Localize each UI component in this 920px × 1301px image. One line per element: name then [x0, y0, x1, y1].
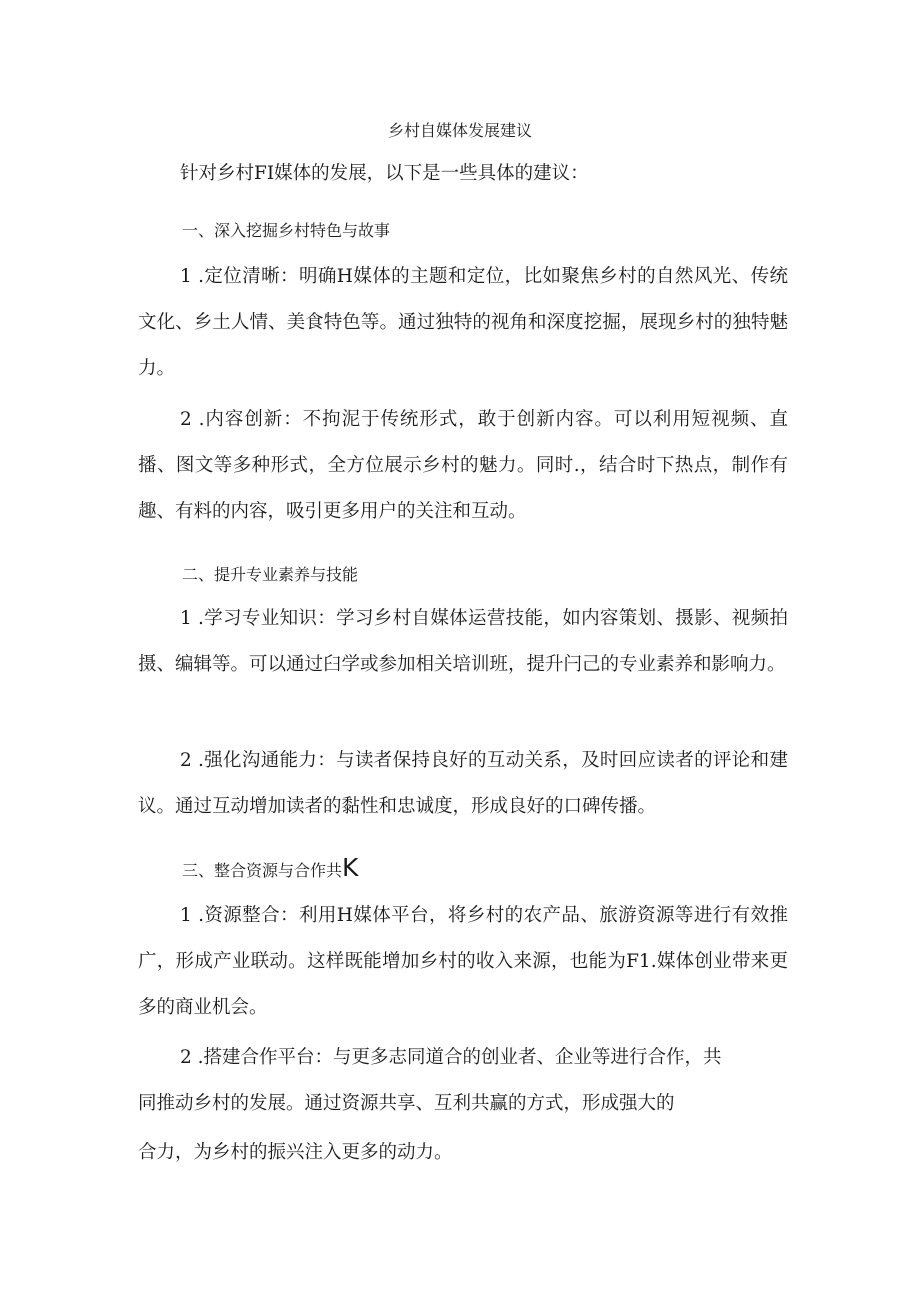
section-3-item-2: 2 .搭建合作平台：与更多志同道合的创业者、企业等进行合作，共同推动乡村的发展。通过资源共享、互利共赢的方式，形成强大的	[138, 1047, 722, 1114]
section-2-heading: 二、提升专业素养与技能	[182, 565, 359, 584]
section-1-item-2: 2 .内容创新：不拘泥于传统形式，敢于创新内容。可以利用短视频、直播、图文等多种形式，全方位展示乡村的魅力。同时.，结合时下热点，制作有趣、有料的内容，吸引更多用户的关注和互动。	[138, 409, 788, 522]
document-title: 乡村自媒体发展建议	[387, 121, 532, 140]
section-2-item-2: 2 .强化沟通能力：与读者保持良好的互动关系，及时回应读者的评论和建议。通过互动增加读者的黏性和忠诚度，形成良好的口碑传播。	[138, 750, 788, 817]
section-3-heading	[182, 853, 359, 883]
section-3-heading-glyph: K	[342, 853, 359, 882]
section-3-heading-text: 三、整合资源与合作共	[182, 861, 343, 880]
section-3-trailing-line: 合力，为乡村的振兴注入更多的动力。	[138, 1142, 453, 1163]
section-1-heading: 一、深入挖掘乡村特色与故事	[182, 221, 391, 240]
section-3-item-1: 1 .资源整合：利用H媒体平台，将乡村的农产品、旅游资源等进行有效推广，形成产业联动。这样既能增加乡村的收入来源，也能为F1.媒体创业带来更多的商业机会。	[138, 905, 788, 1018]
section-2-item-1: 1 .学习专业知识：学习乡村自媒体运营技能，如内容策划、摄影、视频拍摄、编辑等。可以通过臼学或参加相关培训班，提升闩己的专业素养和影响力。	[138, 608, 788, 675]
section-1-item-1: 1 .定位清晰：明确H媒体的主题和定位，比如聚焦乡村的自然风光、传统文化、乡土人情、美食特色等。通过独特的视角和深度挖掘，展现乡村的独特魅力。	[138, 266, 788, 379]
intro-paragraph: 针对乡村FI媒体的发展，以下是一些具体的建议：	[180, 163, 589, 184]
